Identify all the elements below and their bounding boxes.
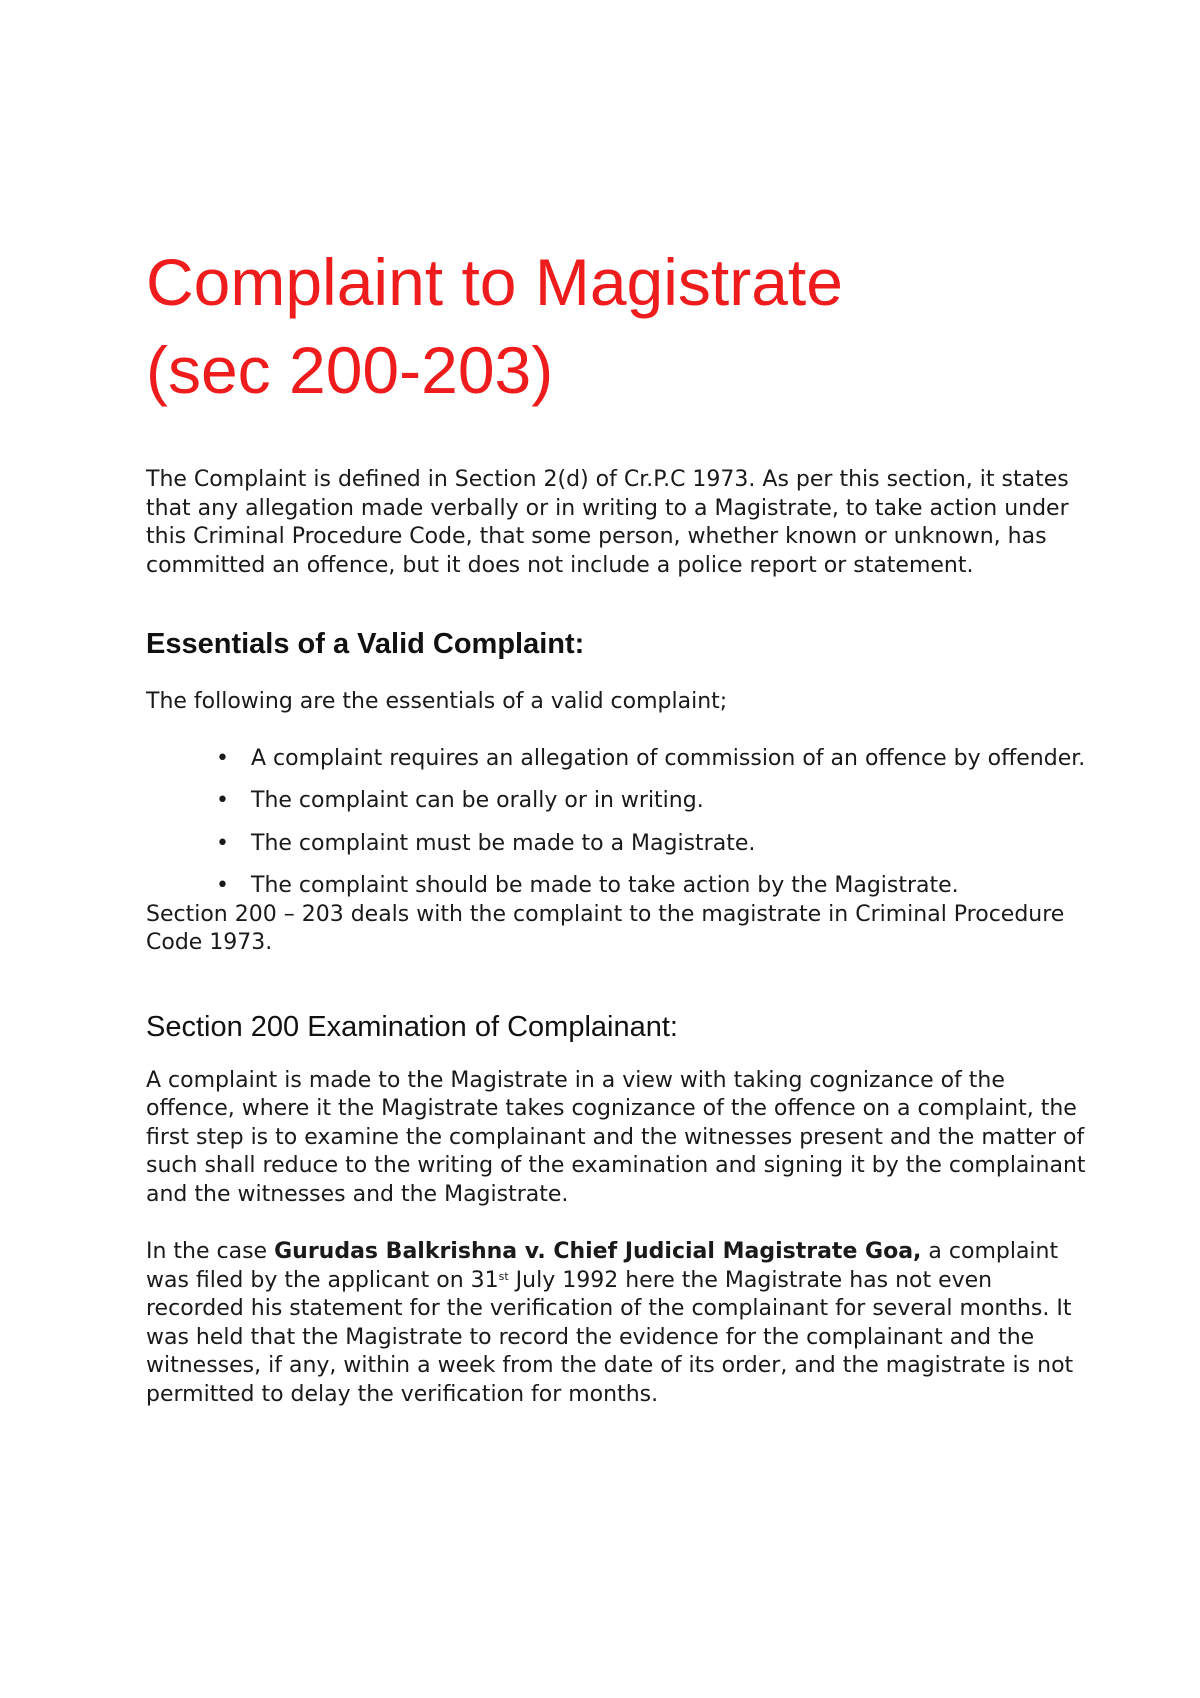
case-intro-text: In the case	[146, 1239, 275, 1264]
intro-paragraph: The Complaint is defined in Section 2(d) of Cr.P.C 1973. As per this section, it states that any allegation made verbally or in writing to a Magistrate, to take action under this Criminal Procedure Code, that some person, whether known or unknown, has committed an offence, but it does not include a police report or statement.	[146, 467, 1069, 578]
bullet-icon: •	[216, 830, 229, 856]
list-item	[146, 830, 1086, 859]
list-item	[146, 787, 1086, 816]
case-name: Gurudas Balkrishna v. Chief Judicial Magistrate Goa,	[274, 1239, 922, 1264]
bullet-icon: •	[216, 745, 229, 771]
title-line-2: (sec 200-203)	[146, 333, 554, 407]
list-item-text: The complaint should be made to take action by the Magistrate.	[251, 873, 959, 898]
list-item	[146, 745, 1086, 774]
section200-paragraph: A complaint is made to the Magistrate in a view with taking cognizance of the offence, where it the Magistrate takes cognizance of the offence on a complaint, the first step is to examine the complainant and the witnesses present and the matter of such shall reduce to the writing of the examination and signing it by the complainant and the witnesses and the Magistrate.	[146, 1067, 1086, 1207]
bullet-icon: •	[216, 788, 229, 813]
case-paragraph	[146, 1238, 1086, 1409]
ordinal-suffix: st	[498, 1269, 509, 1283]
section200-heading: Section 200 Examination of Complainant:	[146, 1010, 678, 1043]
essentials-list	[146, 745, 1086, 901]
case-text-a: a complaint was filed by the applicant on 31	[146, 1239, 1059, 1293]
essentials-heading: Essentials of a Valid Complaint:	[146, 628, 585, 660]
title-line-1: Complaint to Magistrate	[146, 245, 843, 319]
essentials-lead: The following are the essentials of a valid complaint;	[146, 689, 728, 714]
bullet-icon: •	[216, 873, 229, 898]
list-item-text: The complaint can be orally or in writing.	[251, 788, 704, 813]
list-item-text: A complaint requires an allegation of commission of an offence by offender.	[251, 745, 1086, 771]
case-text-b: July 1992 here the Magistrate has not even recorded his statement for the verification of the complainant for several months. It was held that the Magistrate to record the evidence for the complainant and the witnesses, if any, within a week from the date of its order, and the magistrate is not permitted to delay the verification for months.	[146, 1267, 1074, 1407]
list-item	[146, 872, 1086, 901]
list-item-text: The complaint must be made to a Magistrate.	[251, 830, 756, 856]
essentials-after-paragraph: Section 200 – 203 deals with the complaint to the magistrate in Criminal Procedure Code 1973.	[146, 901, 1065, 955]
document-page	[146, 238, 1086, 1409]
document-title	[146, 238, 1086, 414]
